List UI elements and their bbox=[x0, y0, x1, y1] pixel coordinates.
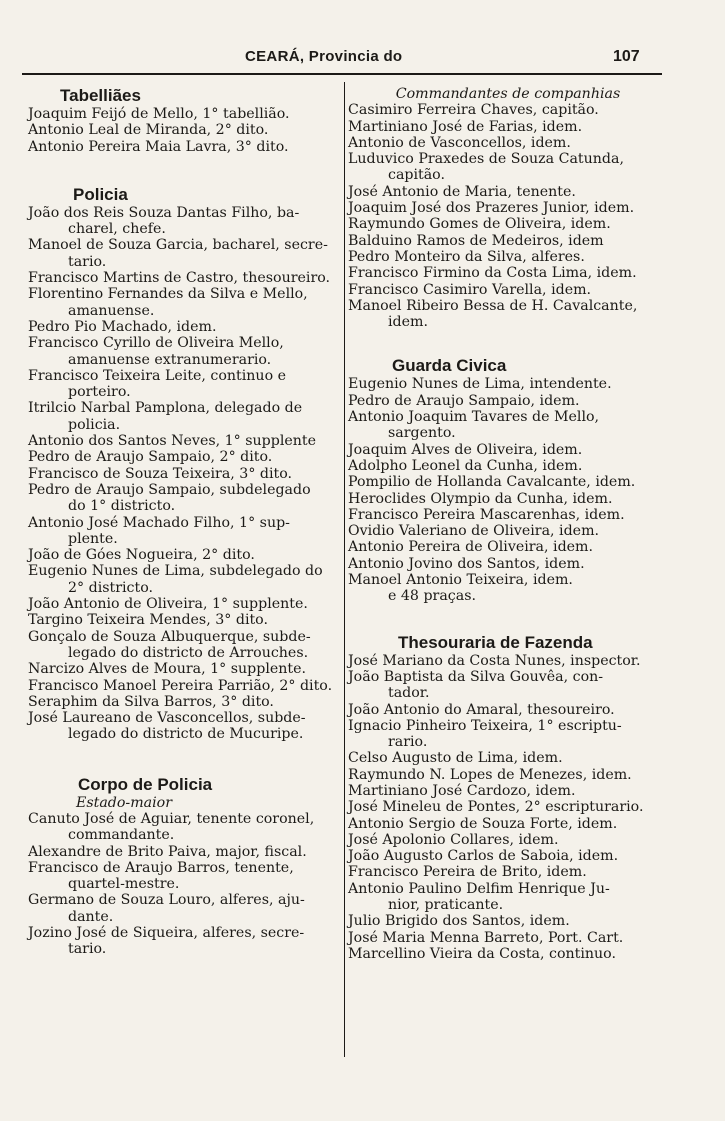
entry-line: Antonio Leal de Miranda, 2° dito. bbox=[28, 122, 269, 139]
entry-line: João dos Reis Souza Dantas Filho, ba- bbox=[28, 204, 300, 221]
entry-line: Pedro de Araujo Sampaio, subdelegado bbox=[28, 481, 311, 498]
entry-line: Antonio José Machado Filho, 1° sup- bbox=[28, 514, 290, 531]
entry-line: Pedro Pio Machado, idem. bbox=[28, 318, 217, 335]
entry-line: Gonçalo de Souza Albuquerque, subde- bbox=[28, 628, 311, 645]
entry-line: 2° districto. bbox=[68, 579, 154, 596]
entry-line: porteiro. bbox=[68, 384, 131, 401]
entry-line: dante. bbox=[68, 908, 114, 925]
entry-line: Francisco Martins de Castro, thesoureiro. bbox=[28, 270, 331, 287]
entry-line: do 1° districto. bbox=[68, 498, 176, 515]
entry-line: Antonio Pereira de Oliveira, idem. bbox=[348, 539, 594, 556]
entry-line: Pedro Monteiro da Silva, alferes. bbox=[348, 248, 585, 265]
right-column bbox=[348, 86, 668, 962]
entry-line: legado do districto de Mucuripe. bbox=[68, 726, 304, 743]
entry-line: Francisco Firmino da Costa Lima, idem. bbox=[348, 265, 637, 282]
entry-line: José Apolonio Collares, idem. bbox=[348, 831, 559, 848]
entry-line: João Baptista da Silva Gouvêa, con- bbox=[348, 668, 604, 685]
entry-line: Manoel Antonio Teixeira, idem. bbox=[348, 572, 573, 589]
entry-line: Francisco Manoel Pereira Parrião, 2° dito. bbox=[28, 677, 333, 694]
entry-line: João Antonio de Oliveira, 1° supplente. bbox=[28, 596, 308, 613]
entry-line: João Antonio do Amaral, thesoureiro. bbox=[348, 701, 615, 718]
entry-line: José Laureano de Vasconcellos, subde- bbox=[28, 710, 306, 727]
entry-line: plente. bbox=[68, 530, 118, 547]
entry-line: Joaquim Feijó de Mello, 1° tabellião. bbox=[28, 106, 290, 122]
entry-line: Eugenio Nunes de Lima, subdelegado do bbox=[28, 563, 323, 580]
entry-line: Francisco Teixeira Leite, continuo e bbox=[28, 367, 287, 384]
section-heading-corpo-policia: Corpo de Policia bbox=[78, 774, 213, 794]
entry-line: Florentino Fernandes da Silva e Mello, bbox=[28, 286, 308, 303]
entry-line: Balduino Ramos de Medeiros, idem bbox=[348, 232, 604, 249]
entry-line: Antonio dos Santos Neves, 1° supplente bbox=[28, 433, 317, 450]
entry-line: Francisco Cyrillo de Oliveira Mello, bbox=[28, 335, 284, 352]
entry-line: amanuense extranumerario. bbox=[68, 351, 272, 368]
section-heading-policia: Policia bbox=[73, 184, 128, 204]
entry-line: capitão. bbox=[388, 167, 445, 184]
entry-line: Pedro de Araujo Sampaio, 2° dito. bbox=[28, 449, 273, 466]
entry-line: tario. bbox=[68, 941, 107, 958]
entry-line: Manoel de Souza Garcia, bacharel, secre- bbox=[28, 237, 328, 254]
entry-line: policia. bbox=[68, 416, 121, 433]
header-rule bbox=[22, 73, 662, 75]
entry-line: Antonio Pereira Maia Lavra, 3° dito. bbox=[28, 138, 289, 155]
entry-line: João Augusto Carlos de Saboia, idem. bbox=[348, 848, 619, 865]
entry-line: Ovidio Valeriano de Oliveira, idem. bbox=[348, 523, 600, 540]
entry-line: nior, praticante. bbox=[388, 897, 504, 914]
entry-line: Francisco Pereira de Brito, idem. bbox=[348, 864, 587, 881]
section-policia bbox=[28, 205, 344, 743]
section-heading-guarda-civica: Guarda Civica bbox=[392, 356, 507, 376]
entry-line: e 48 praças. bbox=[388, 588, 476, 605]
entry-line: sargento. bbox=[388, 425, 456, 442]
page-header bbox=[0, 48, 725, 72]
header-title: CEARÁ, Provincia do bbox=[245, 48, 403, 65]
entry-line: João de Góes Nogueira, 2° dito. bbox=[28, 547, 255, 564]
entry-line: Martiniano José Cardozo, idem. bbox=[348, 782, 576, 799]
section-heading-tabelliaes: Tabelliães bbox=[60, 86, 141, 105]
entry-line: Heroclides Olympio da Cunha, idem. bbox=[348, 490, 613, 507]
entry-line: Seraphim da Silva Barros, 3° dito. bbox=[28, 693, 274, 710]
entry-line: Francisco Pereira Mascarenhas, idem. bbox=[348, 506, 625, 523]
section-tabelliaes bbox=[28, 106, 344, 155]
entry-line: Julio Brigido dos Santos, idem. bbox=[348, 913, 570, 930]
section-commandantes bbox=[348, 102, 668, 330]
left-column bbox=[28, 86, 344, 958]
entry-line: Casimiro Ferreira Chaves, capitão. bbox=[348, 102, 599, 119]
entry-line: Antonio Joaquim Tavares de Mello, bbox=[348, 409, 600, 426]
entry-line: Germano de Souza Louro, alferes, aju- bbox=[28, 892, 305, 909]
entry-line: Antonio Sergio de Souza Forte, idem. bbox=[348, 815, 618, 832]
entry-line: José Antonio de Maria, tenente. bbox=[348, 183, 576, 200]
entry-line: Pedro de Araujo Sampaio, idem. bbox=[348, 392, 580, 409]
entry-line: Francisco de Araujo Barros, tenente, bbox=[28, 859, 294, 876]
entry-line: amanuense. bbox=[68, 302, 155, 319]
section-corpo-policia bbox=[28, 811, 344, 958]
entry-line: quartel-mestre. bbox=[68, 876, 180, 893]
entry-line: commandante. bbox=[68, 827, 175, 844]
section-guarda-civica bbox=[348, 376, 668, 604]
entry-line: rario. bbox=[388, 734, 428, 751]
entry-line: idem. bbox=[388, 314, 428, 331]
entry-line: legado do districto de Arrouches. bbox=[68, 644, 309, 661]
entry-line: Canuto José de Aguiar, tenente coronel, bbox=[28, 810, 315, 827]
entry-line: José Maria Menna Barreto, Port. Cart. bbox=[348, 929, 624, 946]
entry-line: charel, chefe. bbox=[68, 221, 166, 238]
entry-line: Jozino José de Siqueira, alferes, secre- bbox=[28, 925, 305, 942]
entry-line: Adolpho Leonel da Cunha, idem. bbox=[348, 457, 583, 474]
entry-line: Celso Augusto de Lima, idem. bbox=[348, 750, 563, 767]
section-thesouraria bbox=[348, 653, 668, 963]
entry-line: Marcellino Vieira da Costa, continuo. bbox=[348, 945, 616, 962]
subheading-estado-maior: Estado-maior bbox=[76, 794, 172, 811]
page-number: 107 bbox=[613, 48, 640, 65]
entry-line: Martiniano José de Farias, idem. bbox=[348, 118, 583, 135]
section-heading-thesouraria: Thesouraria de Fazenda bbox=[398, 632, 593, 652]
entry-line: Ignacio Pinheiro Teixeira, 1° escriptu- bbox=[348, 717, 622, 734]
entry-line: Joaquim José dos Prazeres Junior, idem. bbox=[348, 200, 635, 217]
entry-line: José Mineleu de Pontes, 2° escripturario. bbox=[348, 799, 644, 816]
entry-line: Luduvico Praxedes de Souza Catunda, bbox=[348, 151, 624, 168]
entry-line: Antonio Paulino Delfim Henrique Ju- bbox=[348, 880, 610, 897]
entry-line: Pompilio de Hollanda Cavalcante, idem. bbox=[348, 474, 636, 491]
entry-line: Itrilcio Narbal Pamplona, delegado de bbox=[28, 400, 303, 417]
entry-line: tario. bbox=[68, 253, 107, 270]
entry-line: Joaquim Alves de Oliveira, idem. bbox=[348, 441, 583, 458]
entry-line: Raymundo Gomes de Oliveira, idem. bbox=[348, 216, 611, 233]
entry-line: Manoel Ribeiro Bessa de H. Cavalcante, bbox=[348, 297, 638, 314]
entry-line: Antonio de Vasconcellos, idem. bbox=[348, 134, 571, 151]
column-divider bbox=[344, 82, 345, 1057]
entry-line: Francisco de Souza Teixeira, 3° dito. bbox=[28, 465, 293, 482]
entry-line: Antonio Jovino dos Santos, idem. bbox=[348, 555, 585, 572]
entry-line: Raymundo N. Lopes de Menezes, idem. bbox=[348, 766, 632, 783]
entry-line: tador. bbox=[388, 685, 430, 702]
entry-line: Eugenio Nunes de Lima, intendente. bbox=[348, 376, 612, 393]
entry-line: Narcizo Alves de Moura, 1° supplente. bbox=[28, 661, 306, 678]
entry-line: Francisco Casimiro Varella, idem. bbox=[348, 281, 592, 298]
entry-line: Targino Teixeira Mendes, 3° dito. bbox=[28, 612, 268, 629]
entry-line: Alexandre de Brito Paiva, major, fiscal. bbox=[28, 843, 307, 860]
entry-line: José Mariano da Costa Nunes, inspector. bbox=[348, 652, 641, 669]
section-heading-commandantes: Commandantes de companhias bbox=[395, 86, 621, 102]
